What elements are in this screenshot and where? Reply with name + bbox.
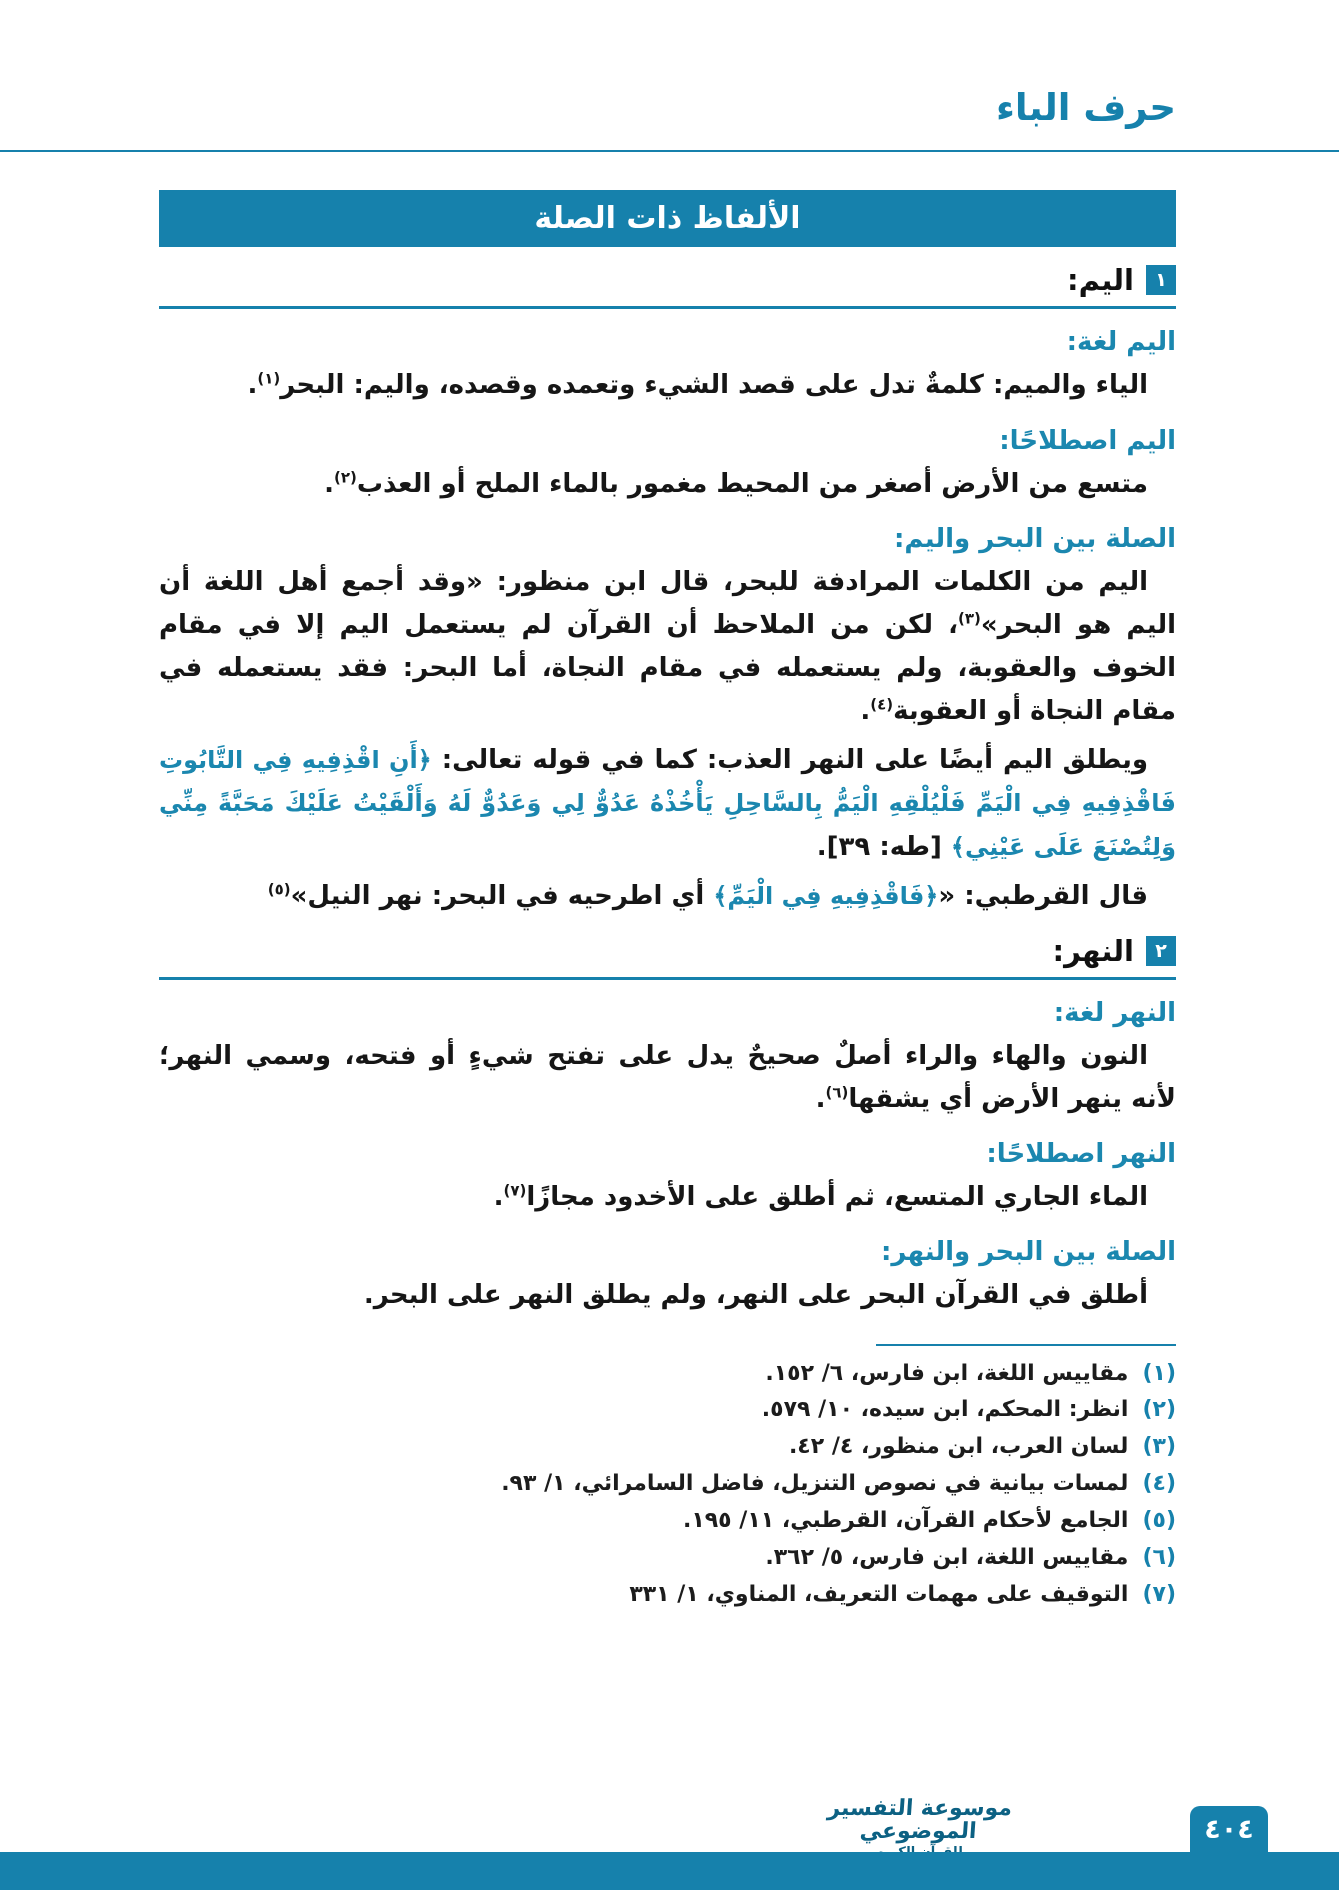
section-header	[159, 934, 1176, 968]
footnote-ref-6: (٦)	[825, 1083, 849, 1102]
footnote-text: لسان العرب، ابن منظور، ٤/ ٤٢.	[788, 1434, 1129, 1460]
footnote-number: (٣)	[1142, 1434, 1176, 1460]
section-yamm	[159, 263, 1176, 918]
section-divider	[159, 306, 1176, 309]
paragraph-text: اليم من الكلمات المرادفة للبحر، قال ابن منظور: «وقد أجمع أهل اللغة أن اليم هو البحر»	[159, 566, 1176, 640]
paragraph-nahr-terminology	[159, 1176, 1176, 1219]
paragraph-text: .	[324, 468, 335, 499]
footnote-number: (١)	[1142, 1360, 1176, 1386]
footnote-text: مقاييس اللغة، ابن فارس، ٥/ ٣٦٢.	[765, 1545, 1129, 1571]
footnote-item	[159, 1505, 1176, 1537]
paragraph-text: .	[815, 1084, 826, 1115]
footnote-text: انظر: المحكم، ابن سيده، ١٠/ ٥٧٩.	[761, 1397, 1129, 1423]
paragraph-yamm-terminology	[159, 463, 1176, 506]
section-divider	[159, 977, 1176, 980]
footnote-text: مقاييس اللغة، ابن فارس، ٦/ ١٥٢.	[765, 1360, 1129, 1386]
paragraph-text: .	[493, 1182, 504, 1213]
quran-verse: ﴿أَنِ اقْذِفِيهِ فِي التَّابُوتِ فَاقْذِفِيهِ فِي الْيَمِّ فَلْيُلْقِهِ الْيَمُّ بِالسَّاحِلِ يَأْخُذْهُ عَدُوٌّ لِي وَعَدُوٌّ لَهُ وَأَلْقَيْتُ عَلَيْكَ مَحَبَّةً مِنِّي وَلِتُصْنَعَ عَلَى عَيْنِي﴾	[159, 746, 1176, 861]
paragraph-bahr-yamm-relation	[159, 561, 1176, 734]
related-terms-banner	[159, 190, 1176, 247]
section-number-badge: ٢	[1146, 936, 1176, 966]
paragraph-qurtubi-quote	[159, 875, 1176, 918]
footnote-item	[159, 1579, 1176, 1611]
section-number-badge: ١	[1146, 265, 1176, 295]
publisher-logo-title: موسوعة التفسير الموضوعي	[826, 1796, 1013, 1845]
paragraph-text: الماء الجاري المتسع، ثم أطلق على الأخدود مجازًا	[526, 1182, 1148, 1213]
paragraph-text: أي اطرحيه في البحر: نهر النيل»	[290, 880, 714, 911]
footnote-text: التوقيف على مهمات التعريف، المناوي، ١/ ٣٣١	[629, 1581, 1129, 1607]
footnotes-divider	[876, 1344, 1176, 1346]
subheading-yamm-terminology: اليم اصطلاحًا:	[999, 425, 1176, 456]
footer-band	[0, 1852, 1339, 1890]
publisher-logo	[799, 1797, 1039, 1860]
paragraph-text: النون والهاء والراء أصلٌ صحيحٌ يدل على تفتح شيءٍ أو فتحه، وسمي النهر؛ لأنه ينهر الأرض أي يشقها	[159, 1040, 1176, 1115]
footnote-item	[159, 1394, 1176, 1426]
subheading-bahr-nahr-relation: الصلة بين البحر والنهر:	[881, 1237, 1176, 1268]
quran-verse: ﴿فَاقْذِفِيهِ فِي الْيَمِّ﴾	[713, 881, 939, 910]
subheading-nahr-terminology: النهر اصطلاحًا:	[986, 1139, 1176, 1170]
section-nahr	[159, 934, 1176, 1318]
footnote-number: (٤)	[1142, 1471, 1176, 1497]
footnotes-block	[159, 1358, 1176, 1611]
paragraph-text: .	[860, 696, 871, 727]
verse-reference: [طه: ٣٩].	[816, 831, 951, 862]
section-header	[159, 263, 1176, 297]
section-title: النهر:	[1052, 933, 1134, 968]
paragraph-text: أطلق في القرآن البحر على النهر، ولم يطلق النهر على البحر.	[363, 1280, 1148, 1311]
running-header: حرف الباء	[995, 86, 1176, 129]
footnote-item	[159, 1358, 1176, 1390]
footnote-ref-1: (١)	[257, 369, 281, 388]
footnote-text: لمسات بيانية في نصوص التنزيل، فاضل السامرائي، ١/ ٩٣.	[501, 1471, 1129, 1497]
footnote-ref-2: (٢)	[334, 467, 357, 486]
paragraph-nahr-language	[159, 1035, 1176, 1121]
paragraph-text: الياء والميم: كلمةٌ تدل على قصد الشيء وتعمده وقصده، واليم: البحر	[280, 370, 1148, 401]
footnote-ref-4: (٤)	[870, 695, 894, 714]
paragraph-bahr-nahr-relation	[159, 1274, 1176, 1317]
paragraph-yamm-language	[159, 364, 1176, 407]
subheading-nahr-language: النهر لغة:	[1053, 997, 1176, 1028]
footnote-number: (٧)	[1142, 1581, 1176, 1607]
page-number-badge: ٤٠٤	[1190, 1806, 1268, 1852]
paragraph-text: .	[247, 370, 258, 401]
footnote-text: الجامع لأحكام القرآن، القرطبي، ١١/ ١٩٥.	[682, 1508, 1129, 1534]
footnote-item	[159, 1542, 1176, 1574]
paragraph-text: ، لكن من الملاحظ أن القرآن لم يستعمل اليم إلا في مقام الخوف والعقوبة، ولم يستعمله في مقام النجاة، أما البحر: فقد يستعمله في مقام النجاة أو العقوبة	[159, 609, 1176, 727]
section-title: اليم:	[1066, 263, 1134, 298]
subheading-yamm-language: اليم لغة:	[1066, 327, 1176, 358]
footnote-ref-3: (٣)	[957, 609, 981, 628]
paragraph-text: قال القرطبي: «	[938, 880, 1148, 911]
paragraph-text: متسع من الأرض أصغر من المحيط مغمور بالماء الملح أو العذب	[356, 468, 1148, 499]
paragraph-text: ويطلق اليم أيضًا على النهر العذب: كما في قوله تعالى:	[431, 745, 1148, 776]
footnote-number: (٥)	[1142, 1508, 1176, 1534]
footnote-ref-5: (٥)	[267, 880, 291, 899]
paragraph-yamm-quran-usage	[159, 739, 1176, 868]
footnote-number: (٢)	[1142, 1397, 1176, 1423]
footnote-number: (٦)	[1142, 1545, 1176, 1571]
footnote-ref-7: (٧)	[503, 1181, 527, 1200]
footnote-item	[159, 1431, 1176, 1463]
subheading-bahr-yamm-relation: الصلة بين البحر واليم:	[893, 523, 1176, 554]
footnote-item	[159, 1468, 1176, 1500]
banner-title: الألفاظ ذات الصلة	[534, 201, 801, 237]
